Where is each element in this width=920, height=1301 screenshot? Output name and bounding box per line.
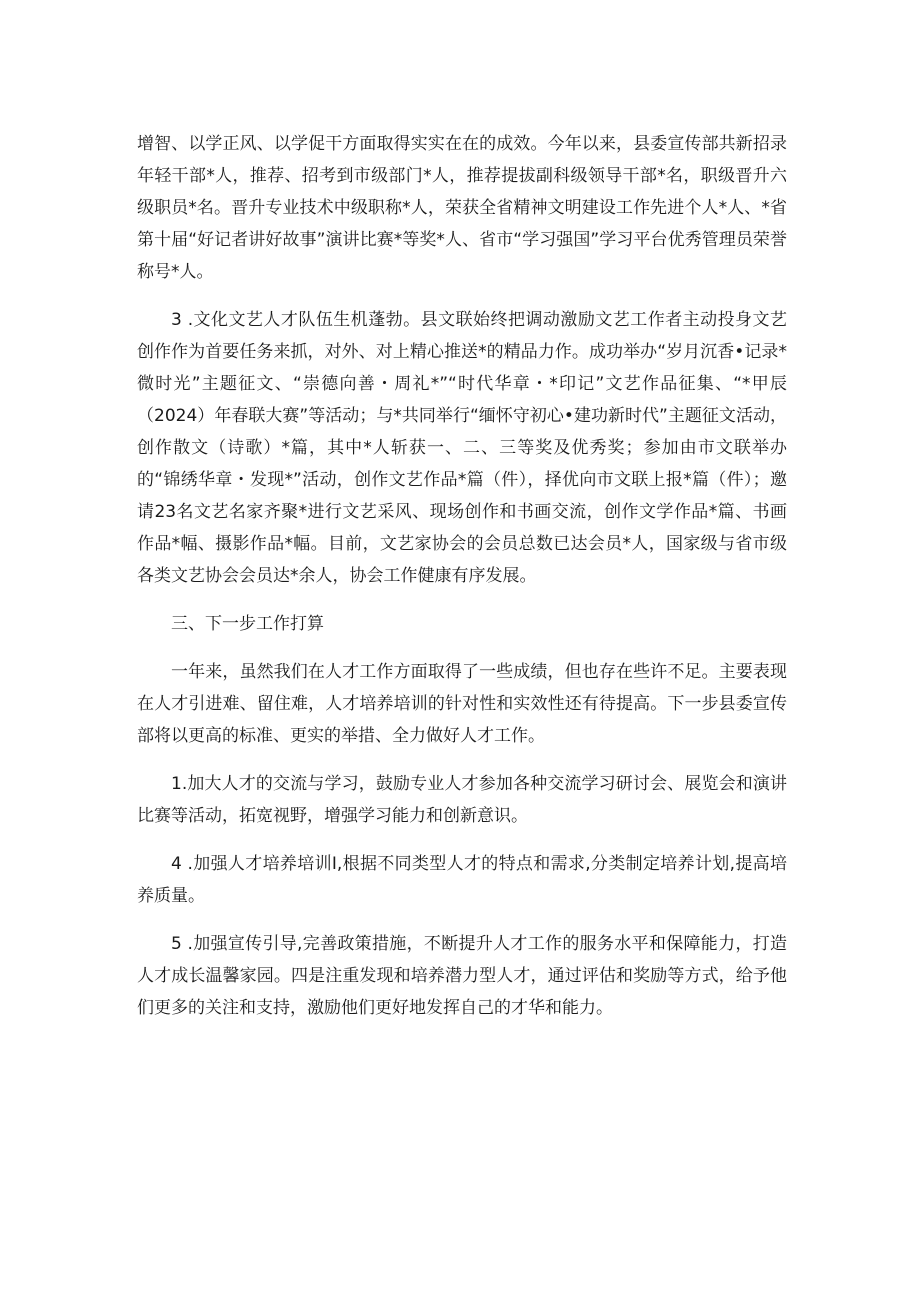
section-heading-next-steps: 三、下一步工作打算 xyxy=(171,614,324,634)
paragraph-summary-shortcomings: 一年来，虽然我们在人才工作方面取得了一些成绩，但也存在些许不足。主要表现在人才引进难、留住难，人才培养培训的针对性和实效性还有待提高。下一步县委宣传部将以更高的标准、更实的举措、全力做好人才工作。 xyxy=(137,662,787,746)
paragraph-culture-talent: 3 .文化文艺人才队伍生机蓬勃。县文联始终把调动激励文艺工作者主动投身文艺创作作为首要任务来抓，对外、对上精心推送*的精品力作。成功举办“岁月沉香•记录*微时光”主题征文、“崇德向善・周礼*”“时代华章・*印记”文艺作品征集、“*甲辰（2024）年春联大赛”等活动；与*共同举行“缅怀守初心•建功新时代”主题征文活动，创作散文（诗歌）*篇，其中*人斩获一、二、三等奖及优秀奖；参加由市文联举办的“锦绣华章・发现*”活动，创作文艺作品*篇（件），择优向市文联上报*篇（件）；邀请23名文艺名家齐聚*进行文艺采风、现场创作和书画交流，创作文学作品*篇、书画作品*幅、摄影作品*幅。目前，文艺家协会的会员总数已达会员*人，国家级与省市级各类文艺协会会员达*余人，协会工作健康有序发展。 xyxy=(137,310,787,586)
paragraph-achievements-cadres: 增智、以学正风、以学促干方面取得实实在在的成效。今年以来，县委宣传部共新招录年轻干部*人，推荐、招考到市级部门*人，推荐提拔副科级领导干部*名，职级晋升六级职员*名。晋升专业技术中级职称*人，荣获全省精神文明建设工作先进个人*人、*省第十届“好记者讲好故事”演讲比赛*等奖*人、省市“学习强国”学习平台优秀管理员荣誉称号*人。 xyxy=(137,134,787,282)
list-item-publicity-policy: 5 .加强宣传引导,完善政策措施，不断提升人才工作的服务水平和保障能力，打造人才成长温馨家园。四是注重发现和培养潜力型人才，通过评估和奖励等方式，给予他们更多的关注和支持，激励他们更好地发挥自己的才华和能力。 xyxy=(137,934,787,1018)
list-item-exchange-learning: 1.加大人才的交流与学习，鼓励专业人才参加各种交流学习研讨会、展览会和演讲比赛等活动，拓宽视野，增强学习能力和创新意识。 xyxy=(137,774,787,826)
document-body xyxy=(137,128,787,1040)
list-item-training: 4 .加强人才培养培训I,根据不同类型人才的特点和需求,分类制定培养计划,提高培养质量。 xyxy=(137,854,787,906)
